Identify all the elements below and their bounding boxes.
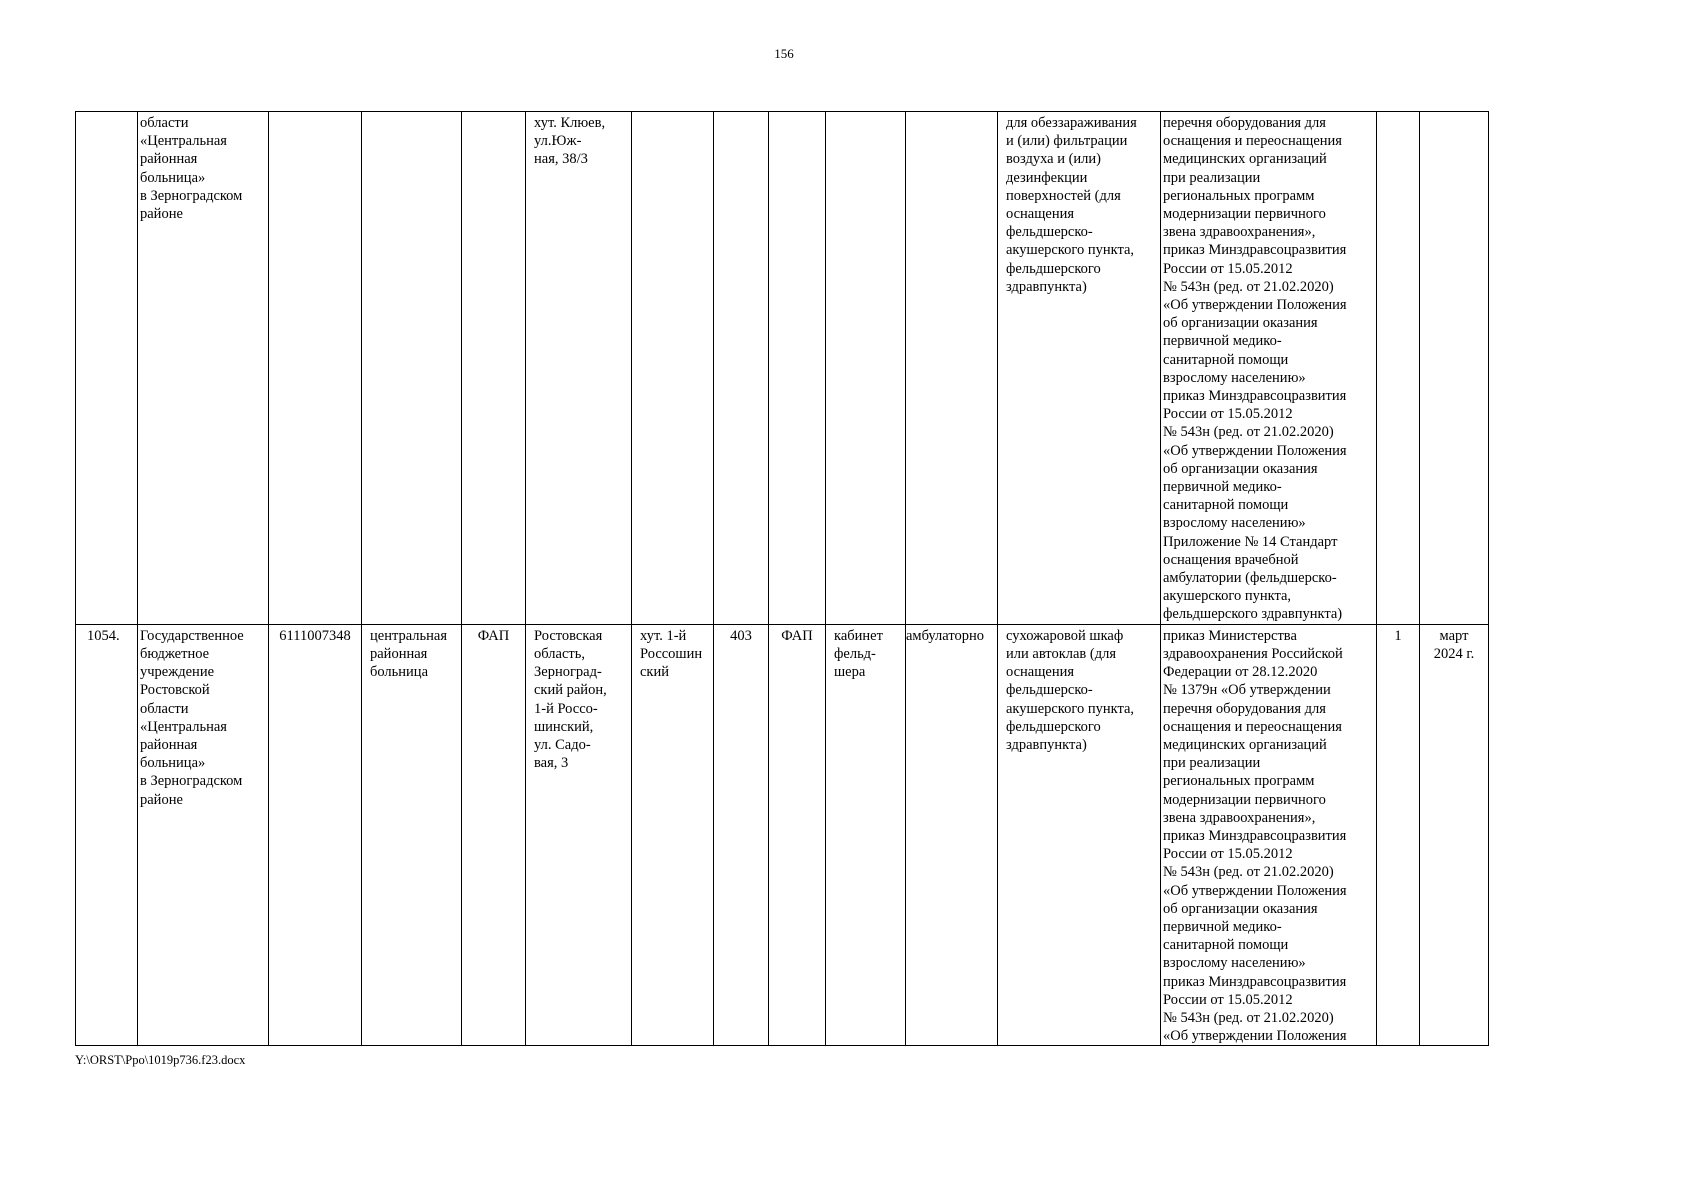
address: хут. Клюев, ул.Юж- ная, 38/3 [526, 112, 632, 625]
address: Ростовская область, Зерноград- ский район, 1-й Россо- шинский, ул. Садо- вая, 3 [526, 624, 632, 1046]
code: 403 [714, 624, 769, 1046]
footer-file-path: Y:\ORST\Ppo\1019p736.f23.docx [75, 1053, 246, 1067]
table-row [76, 112, 1489, 625]
inn-code: 6111007348 [269, 624, 362, 1046]
room [826, 112, 906, 625]
unit-type [462, 112, 526, 625]
unit-type: ФАП [462, 624, 526, 1046]
organization-type: центральная районная больница [362, 624, 462, 1046]
care-type [906, 112, 998, 625]
organization-name: Государственное бюджетное учреждение Ростовской области «Центральная районная больница» в Зерноградском районе [138, 624, 269, 1046]
equipment-table [75, 111, 1489, 1046]
unit: ФАП [769, 624, 826, 1046]
locality: хут. 1-й Россошин ский [632, 624, 714, 1046]
legal-basis: приказ Министерства здравоохранения Российской Федерации от 28.12.2020 № 1379н «Об утверждении перечня оборудования для оснащения и переоснащения медицинских организаций при реализации региональных программ модернизации первичного звена здравоохранения», приказ Минздравсоцразвития России от 15.05.2012 № 543н (ред. от 21.02.2020) «Об утверждении Положения об организации оказания первичной медико- санитарной помощи взрослому населению» приказ Минздравсоцразвития России от 15.05.2012 № 543н (ред. от 21.02.2020) «Об утверждении Положения [1161, 624, 1377, 1046]
period: март 2024 г. [1420, 624, 1489, 1046]
quantity: 1 [1377, 624, 1420, 1046]
organization-type [362, 112, 462, 625]
row-number [76, 112, 138, 625]
period [1420, 112, 1489, 625]
code [714, 112, 769, 625]
equipment-description: сухожаровой шкаф или автоклав (для оснащения фельдшерско- акушерского пункта, фельдшерского здравпункта) [998, 624, 1161, 1046]
care-type: амбулаторно [906, 624, 998, 1046]
unit [769, 112, 826, 625]
table-row [76, 624, 1489, 1046]
legal-basis: перечня оборудования для оснащения и переоснащения медицинских организаций при реализации региональных программ модернизации первичного звена здравоохранения», приказ Минздравсоцразвития России от 15.05.2012 № 543н (ред. от 21.02.2020) «Об утверждении Положения об организации оказания первичной медико- санитарной помощи взрослому населению» приказ Минздравсоцразвития России от 15.05.2012 № 543н (ред. от 21.02.2020) «Об утверждении Положения об организации оказания первичной медико- санитарной помощи взрослому населению» Приложение № 14 Стандарт оснащения врачебной амбулатории (фельдшерско- акушерского пункта, фельдшерского здравпункта) [1161, 112, 1377, 625]
page-number: 156 [774, 46, 794, 61]
locality [632, 112, 714, 625]
inn-code [269, 112, 362, 625]
organization-name: области «Центральная районная больница» в Зерноградском районе [138, 112, 269, 625]
room: кабинет фельд- шера [826, 624, 906, 1046]
quantity [1377, 112, 1420, 625]
equipment-description: для обеззараживания и (или) фильтрации воздуха и (или) дезинфекции поверхностей (для оснащения фельдшерско- акушерского пункта, фельдшерского здравпункта) [998, 112, 1161, 625]
row-number: 1054. [76, 624, 138, 1046]
